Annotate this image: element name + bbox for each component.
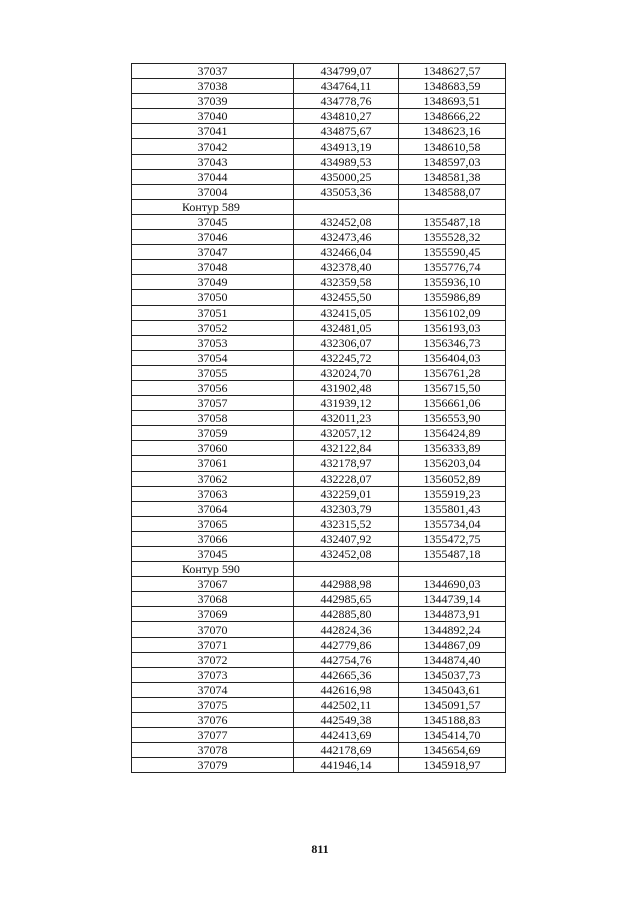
table-row bbox=[132, 728, 506, 743]
table-row bbox=[132, 214, 506, 229]
y-coordinate-cell: 1344892,24 bbox=[399, 622, 506, 637]
point-id-cell: 37075 bbox=[132, 697, 294, 712]
x-coordinate-cell: 432455,50 bbox=[294, 290, 399, 305]
x-coordinate-cell: 434764,11 bbox=[294, 79, 399, 94]
table-row bbox=[132, 260, 506, 275]
x-coordinate-cell: 432245,72 bbox=[294, 350, 399, 365]
x-coordinate-cell: 442665,36 bbox=[294, 667, 399, 682]
x-coordinate-cell: 442824,36 bbox=[294, 622, 399, 637]
x-coordinate-cell: 434799,07 bbox=[294, 64, 399, 79]
table-row bbox=[132, 64, 506, 79]
x-coordinate-cell: 432259,01 bbox=[294, 486, 399, 501]
y-coordinate-cell: 1344867,09 bbox=[399, 637, 506, 652]
y-coordinate-cell: 1355936,10 bbox=[399, 275, 506, 290]
point-id-cell: 37037 bbox=[132, 64, 294, 79]
y-coordinate-cell: 1355528,32 bbox=[399, 230, 506, 245]
table-row bbox=[132, 230, 506, 245]
table-row bbox=[132, 396, 506, 411]
x-coordinate-cell: 432452,08 bbox=[294, 547, 399, 562]
y-coordinate-cell: 1348693,51 bbox=[399, 94, 506, 109]
table-row bbox=[132, 667, 506, 682]
point-id-cell: 37072 bbox=[132, 652, 294, 667]
x-coordinate-cell: 442754,76 bbox=[294, 652, 399, 667]
point-id-cell: 37064 bbox=[132, 501, 294, 516]
table-row bbox=[132, 169, 506, 184]
y-coordinate-cell: 1344739,14 bbox=[399, 592, 506, 607]
table-row bbox=[132, 290, 506, 305]
y-coordinate-cell: 1348627,57 bbox=[399, 64, 506, 79]
coordinates-table-body bbox=[132, 64, 506, 773]
x-coordinate-cell: 432011,23 bbox=[294, 411, 399, 426]
x-coordinate-cell: 442988,98 bbox=[294, 577, 399, 592]
x-coordinate-cell: 442779,86 bbox=[294, 637, 399, 652]
y-coordinate-cell: 1356193,03 bbox=[399, 320, 506, 335]
x-coordinate-cell: 434913,19 bbox=[294, 139, 399, 154]
x-coordinate-cell: 432024,70 bbox=[294, 365, 399, 380]
point-id-cell: 37078 bbox=[132, 743, 294, 758]
table-row bbox=[132, 94, 506, 109]
point-id-cell: 37065 bbox=[132, 516, 294, 531]
table-row bbox=[132, 607, 506, 622]
point-id-cell: 37074 bbox=[132, 682, 294, 697]
y-coordinate-cell: 1344874,40 bbox=[399, 652, 506, 667]
point-id-cell: 37071 bbox=[132, 637, 294, 652]
x-coordinate-cell: 432057,12 bbox=[294, 426, 399, 441]
point-id-cell: 37069 bbox=[132, 607, 294, 622]
y-coordinate-cell: 1355487,18 bbox=[399, 547, 506, 562]
point-id-cell: 37051 bbox=[132, 305, 294, 320]
y-coordinate-cell: 1348597,03 bbox=[399, 154, 506, 169]
x-coordinate-cell: 435053,36 bbox=[294, 184, 399, 199]
x-coordinate-cell: 435000,25 bbox=[294, 169, 399, 184]
point-id-cell: 37079 bbox=[132, 758, 294, 773]
y-coordinate-cell: 1356424,89 bbox=[399, 426, 506, 441]
y-coordinate-cell: 1355472,75 bbox=[399, 531, 506, 546]
x-coordinate-cell: 432466,04 bbox=[294, 245, 399, 260]
table-row bbox=[132, 305, 506, 320]
x-coordinate-cell: 434778,76 bbox=[294, 94, 399, 109]
x-coordinate-cell: 442549,38 bbox=[294, 713, 399, 728]
y-coordinate-cell: 1355801,43 bbox=[399, 501, 506, 516]
point-id-cell: 37044 bbox=[132, 169, 294, 184]
table-row bbox=[132, 486, 506, 501]
x-coordinate-cell: 431902,48 bbox=[294, 380, 399, 395]
y-coordinate-cell: 1356346,73 bbox=[399, 335, 506, 350]
table-row bbox=[132, 577, 506, 592]
contour-header-row bbox=[132, 199, 506, 214]
y-coordinate-cell: 1355986,89 bbox=[399, 290, 506, 305]
point-id-cell: 37062 bbox=[132, 471, 294, 486]
x-coordinate-cell: 432303,79 bbox=[294, 501, 399, 516]
point-id-cell: 37049 bbox=[132, 275, 294, 290]
table-row bbox=[132, 652, 506, 667]
point-id-cell: 37052 bbox=[132, 320, 294, 335]
x-coordinate-cell: 434810,27 bbox=[294, 109, 399, 124]
x-coordinate-cell: 442413,69 bbox=[294, 728, 399, 743]
table-row bbox=[132, 350, 506, 365]
y-coordinate-cell: 1345091,57 bbox=[399, 697, 506, 712]
empty-cell bbox=[399, 199, 506, 214]
y-coordinate-cell: 1348610,58 bbox=[399, 139, 506, 154]
point-id-cell: 37068 bbox=[132, 592, 294, 607]
table-row bbox=[132, 109, 506, 124]
x-coordinate-cell: 432407,92 bbox=[294, 531, 399, 546]
y-coordinate-cell: 1348588,07 bbox=[399, 184, 506, 199]
y-coordinate-cell: 1356333,89 bbox=[399, 441, 506, 456]
x-coordinate-cell: 432378,40 bbox=[294, 260, 399, 275]
point-id-cell: 37039 bbox=[132, 94, 294, 109]
x-coordinate-cell: 441946,14 bbox=[294, 758, 399, 773]
table-row bbox=[132, 713, 506, 728]
point-id-cell: 37042 bbox=[132, 139, 294, 154]
point-id-cell: 37057 bbox=[132, 396, 294, 411]
point-id-cell: 37041 bbox=[132, 124, 294, 139]
x-coordinate-cell: 442502,11 bbox=[294, 697, 399, 712]
table-row bbox=[132, 697, 506, 712]
table-row bbox=[132, 501, 506, 516]
y-coordinate-cell: 1344690,03 bbox=[399, 577, 506, 592]
point-id-cell: 37055 bbox=[132, 365, 294, 380]
table-row bbox=[132, 335, 506, 350]
contour-header-row bbox=[132, 562, 506, 577]
table-row bbox=[132, 592, 506, 607]
table-row bbox=[132, 456, 506, 471]
table-row bbox=[132, 411, 506, 426]
y-coordinate-cell: 1355590,45 bbox=[399, 245, 506, 260]
x-coordinate-cell: 442885,80 bbox=[294, 607, 399, 622]
y-coordinate-cell: 1355919,23 bbox=[399, 486, 506, 501]
point-id-cell: 37040 bbox=[132, 109, 294, 124]
x-coordinate-cell: 442985,65 bbox=[294, 592, 399, 607]
point-id-cell: 37048 bbox=[132, 260, 294, 275]
table-row bbox=[132, 124, 506, 139]
y-coordinate-cell: 1355734,04 bbox=[399, 516, 506, 531]
y-coordinate-cell: 1345414,70 bbox=[399, 728, 506, 743]
y-coordinate-cell: 1356761,28 bbox=[399, 365, 506, 380]
point-id-cell: 37076 bbox=[132, 713, 294, 728]
table-row bbox=[132, 426, 506, 441]
table-row bbox=[132, 79, 506, 94]
x-coordinate-cell: 432306,07 bbox=[294, 335, 399, 350]
table-row bbox=[132, 245, 506, 260]
point-id-cell: 37047 bbox=[132, 245, 294, 260]
y-coordinate-cell: 1356661,06 bbox=[399, 396, 506, 411]
x-coordinate-cell: 442178,69 bbox=[294, 743, 399, 758]
x-coordinate-cell: 432452,08 bbox=[294, 214, 399, 229]
point-id-cell: 37056 bbox=[132, 380, 294, 395]
x-coordinate-cell: 432481,05 bbox=[294, 320, 399, 335]
point-id-cell: 37058 bbox=[132, 411, 294, 426]
y-coordinate-cell: 1348683,59 bbox=[399, 79, 506, 94]
empty-cell bbox=[399, 562, 506, 577]
x-coordinate-cell: 432315,52 bbox=[294, 516, 399, 531]
point-id-cell: 37066 bbox=[132, 531, 294, 546]
table-row bbox=[132, 365, 506, 380]
x-coordinate-cell: 434989,53 bbox=[294, 154, 399, 169]
table-row bbox=[132, 531, 506, 546]
table-row bbox=[132, 516, 506, 531]
y-coordinate-cell: 1355487,18 bbox=[399, 214, 506, 229]
point-id-cell: 37067 bbox=[132, 577, 294, 592]
y-coordinate-cell: 1345037,73 bbox=[399, 667, 506, 682]
y-coordinate-cell: 1356553,90 bbox=[399, 411, 506, 426]
y-coordinate-cell: 1348581,38 bbox=[399, 169, 506, 184]
point-id-cell: 37046 bbox=[132, 230, 294, 245]
y-coordinate-cell: 1356203,04 bbox=[399, 456, 506, 471]
y-coordinate-cell: 1345654,69 bbox=[399, 743, 506, 758]
x-coordinate-cell: 434875,67 bbox=[294, 124, 399, 139]
y-coordinate-cell: 1348623,16 bbox=[399, 124, 506, 139]
table-row bbox=[132, 154, 506, 169]
table-row bbox=[132, 441, 506, 456]
point-id-cell: 37077 bbox=[132, 728, 294, 743]
table-row bbox=[132, 758, 506, 773]
y-coordinate-cell: 1355776,74 bbox=[399, 260, 506, 275]
point-id-cell: 37043 bbox=[132, 154, 294, 169]
y-coordinate-cell: 1356404,03 bbox=[399, 350, 506, 365]
point-id-cell: 37038 bbox=[132, 79, 294, 94]
table-row bbox=[132, 275, 506, 290]
x-coordinate-cell: 432122,84 bbox=[294, 441, 399, 456]
x-coordinate-cell: 432359,58 bbox=[294, 275, 399, 290]
y-coordinate-cell: 1345043,61 bbox=[399, 682, 506, 697]
table-row bbox=[132, 637, 506, 652]
point-id-cell: 37060 bbox=[132, 441, 294, 456]
table-row bbox=[132, 139, 506, 154]
y-coordinate-cell: 1348666,22 bbox=[399, 109, 506, 124]
table-row bbox=[132, 184, 506, 199]
table-row bbox=[132, 622, 506, 637]
y-coordinate-cell: 1345918,97 bbox=[399, 758, 506, 773]
x-coordinate-cell: 432415,05 bbox=[294, 305, 399, 320]
y-coordinate-cell: 1356715,50 bbox=[399, 380, 506, 395]
y-coordinate-cell: 1344873,91 bbox=[399, 607, 506, 622]
point-id-cell: 37070 bbox=[132, 622, 294, 637]
point-id-cell: 37059 bbox=[132, 426, 294, 441]
point-id-cell: 37073 bbox=[132, 667, 294, 682]
x-coordinate-cell: 431939,12 bbox=[294, 396, 399, 411]
coordinates-table bbox=[131, 63, 506, 773]
x-coordinate-cell: 432178,97 bbox=[294, 456, 399, 471]
table-row bbox=[132, 471, 506, 486]
empty-cell bbox=[294, 562, 399, 577]
table-row bbox=[132, 547, 506, 562]
point-id-cell: 37063 bbox=[132, 486, 294, 501]
point-id-cell: 37045 bbox=[132, 547, 294, 562]
x-coordinate-cell: 442616,98 bbox=[294, 682, 399, 697]
point-id-cell: 37054 bbox=[132, 350, 294, 365]
table-row bbox=[132, 743, 506, 758]
x-coordinate-cell: 432228,07 bbox=[294, 471, 399, 486]
table-row bbox=[132, 380, 506, 395]
point-id-cell: 37061 bbox=[132, 456, 294, 471]
y-coordinate-cell: 1356102,09 bbox=[399, 305, 506, 320]
point-id-cell: 37053 bbox=[132, 335, 294, 350]
x-coordinate-cell: 432473,46 bbox=[294, 230, 399, 245]
y-coordinate-cell: 1345188,83 bbox=[399, 713, 506, 728]
page-number: 811 bbox=[311, 842, 329, 856]
point-id-cell: 37045 bbox=[132, 214, 294, 229]
point-id-cell: 37050 bbox=[132, 290, 294, 305]
empty-cell bbox=[294, 199, 399, 214]
contour-label: Контур 589 bbox=[132, 199, 294, 214]
point-id-cell: 37004 bbox=[132, 184, 294, 199]
table-row bbox=[132, 682, 506, 697]
contour-label: Контур 590 bbox=[132, 562, 294, 577]
table-row bbox=[132, 320, 506, 335]
y-coordinate-cell: 1356052,89 bbox=[399, 471, 506, 486]
